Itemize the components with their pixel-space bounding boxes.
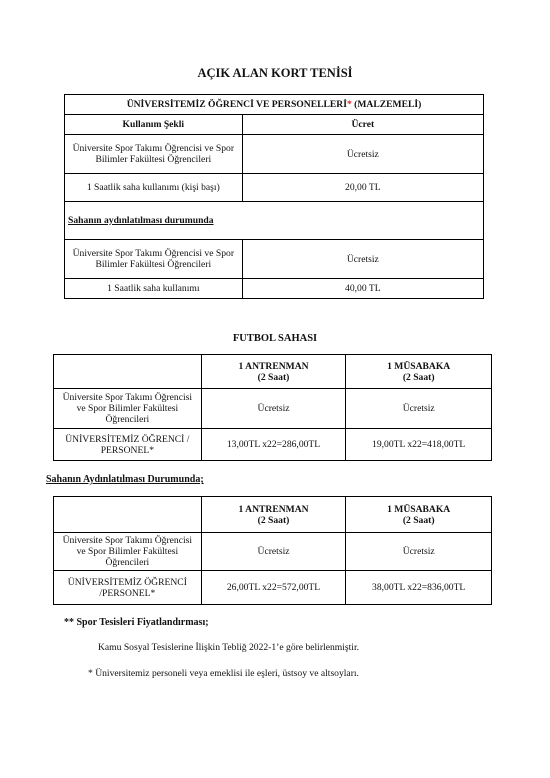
usage-cell: Üniversite Spor Takımı Öğrencisi ve Spor Bilimler Fakültesi Öğrencileri <box>65 240 243 279</box>
footnote: * Üniversitemiz personeli veya emeklisi ile eşleri, üstsoy ve altsoyları. <box>88 668 359 679</box>
tennis-table-header <box>65 95 484 115</box>
training-fee-cell: Ücretsiz <box>201 389 346 429</box>
training-fee-cell: 13,00TL x22=286,00TL <box>201 429 346 461</box>
row-label-cell: ÜNİVERSİTEMİZ ÖĞRENCİ / PERSONEL* <box>54 429 202 461</box>
pricing-title: ** Spor Tesisleri Fiyatlandırması; <box>64 617 209 628</box>
match-fee-cell: Ücretsiz <box>346 389 492 429</box>
match-header <box>346 497 492 533</box>
usage-cell: 1 Saatlik saha kullanımı <box>65 279 243 299</box>
football-title: FUTBOL SAHASI <box>232 333 318 344</box>
match-fee-cell: 38,00TL x22=836,00TL <box>346 571 492 605</box>
training-header-label: 1 ANTRENMAN <box>238 360 309 372</box>
training-header-label: 1 ANTRENMAN <box>238 503 309 515</box>
col-fee-header: Ücret <box>242 115 483 135</box>
usage-cell: 1 Saatlik saha kullanımı (kişi başı) <box>65 174 243 202</box>
fee-cell: Ücretsiz <box>242 240 483 279</box>
col-usage-header: Kullanım Şekli <box>65 115 243 135</box>
tennis-header-tail: (MALZEMELİ) <box>351 99 422 110</box>
football-lit-price-table <box>53 496 492 605</box>
match-header <box>346 355 492 389</box>
row-label-cell: Üniversite Spor Takımı Öğrencisi ve Spor Bilimler Fakültesi Öğrencileri <box>54 389 202 429</box>
football-price-table <box>53 354 492 461</box>
usage-cell: Üniversite Spor Takımı Öğrencisi ve Spor Bilimler Fakültesi Öğrencileri <box>65 135 243 174</box>
training-fee-cell: Ücretsiz <box>201 533 346 571</box>
match-fee-cell: 19,00TL x22=418,00TL <box>346 429 492 461</box>
empty-corner-cell <box>54 497 202 533</box>
training-fee-cell: 26,00TL x22=572,00TL <box>201 571 346 605</box>
training-header <box>201 355 346 389</box>
match-header-duration: (2 Saat) <box>402 371 435 383</box>
page-title: AÇIK ALAN KORT TENİSİ <box>197 66 353 80</box>
training-header-duration: (2 Saat) <box>257 514 290 526</box>
pricing-text: Kamu Sosyal Tesislerine İlişkin Tebliğ 2022-1’e göre belirlenmiştir. <box>98 642 360 653</box>
tennis-header-main: ÜNİVERSİTEMİZ ÖĞRENCİ VE PERSONELLERİ <box>126 99 347 110</box>
row-label-cell: Üniversite Spor Takımı Öğrencisi ve Spor Bilimler Fakültesi Öğrencileri <box>54 533 202 571</box>
fee-cell: Ücretsiz <box>242 135 483 174</box>
row-label-cell: ÜNİVERSİTEMİZ ÖĞRENCİ /PERSONEL* <box>54 571 202 605</box>
match-header-label: 1 MÜSABAKA <box>387 360 451 372</box>
match-header-duration: (2 Saat) <box>402 514 435 526</box>
empty-corner-cell <box>54 355 202 389</box>
tennis-header-star: * <box>346 99 352 110</box>
fee-cell: 40,00 TL <box>242 279 483 299</box>
match-fee-cell: Ücretsiz <box>346 533 492 571</box>
tennis-price-table <box>64 94 484 299</box>
training-header-duration: (2 Saat) <box>257 371 290 383</box>
football-lighting-title: Sahanın Aydınlatılması Durumunda; <box>46 474 204 485</box>
lighting-section-header: Sahanın aydınlatılması durumunda <box>65 202 484 240</box>
match-header-label: 1 MÜSABAKA <box>387 503 451 515</box>
training-header <box>201 497 346 533</box>
fee-cell: 20,00 TL <box>242 174 483 202</box>
